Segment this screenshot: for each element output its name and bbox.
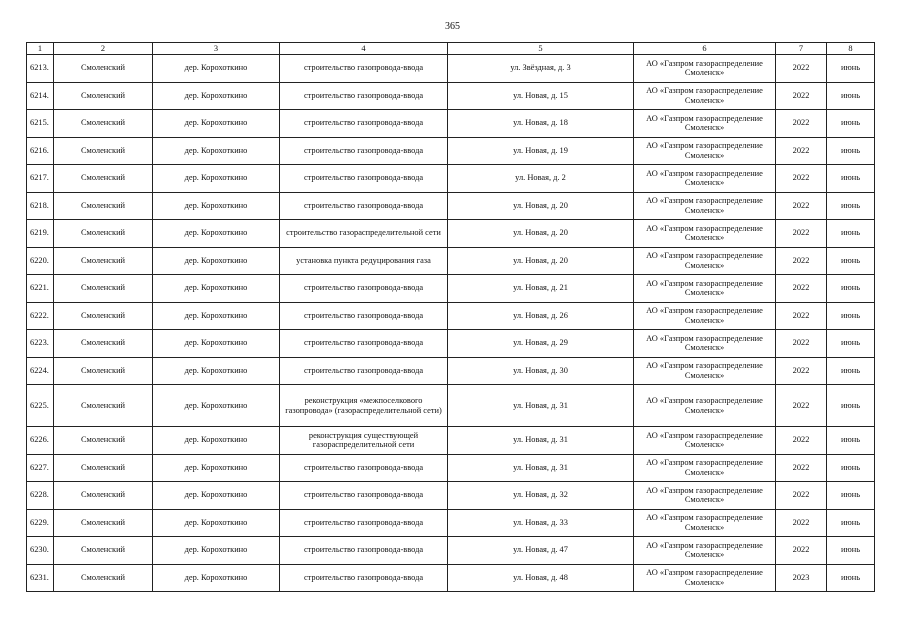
address-cell: ул. Новая, д. 31 [448, 454, 634, 482]
gasification-table [26, 42, 875, 592]
district-cell: Смоленский [54, 275, 153, 303]
table-row [27, 275, 875, 303]
address-cell: ул. Новая, д. 31 [448, 385, 634, 427]
month-cell: июнь [827, 427, 875, 455]
table-row [27, 357, 875, 385]
work-type-cell: реконструкция существующей газораспределительной сети [280, 427, 448, 455]
year-cell: 2022 [776, 165, 827, 193]
organization-cell: АО «Газпром газораспределение Смоленск» [634, 220, 776, 248]
work-type-cell: строительство газопровода-ввода [280, 509, 448, 537]
column-number-cell: 8 [827, 43, 875, 55]
year-cell: 2022 [776, 357, 827, 385]
work-type-cell: строительство газопровода-ввода [280, 330, 448, 358]
row-number-cell: 6229. [27, 509, 54, 537]
organization-cell: АО «Газпром газораспределение Смоленск» [634, 247, 776, 275]
row-number-cell: 6228. [27, 482, 54, 510]
table-row [27, 330, 875, 358]
settlement-cell: дер. Корохоткино [153, 220, 280, 248]
district-cell: Смоленский [54, 192, 153, 220]
month-cell: июнь [827, 192, 875, 220]
address-cell: ул. Звёздная, д. 3 [448, 55, 634, 83]
month-cell: июнь [827, 537, 875, 565]
settlement-cell: дер. Корохоткино [153, 537, 280, 565]
settlement-cell: дер. Корохоткино [153, 427, 280, 455]
settlement-cell: дер. Корохоткино [153, 192, 280, 220]
row-number-cell: 6217. [27, 165, 54, 193]
district-cell: Смоленский [54, 110, 153, 138]
settlement-cell: дер. Корохоткино [153, 482, 280, 510]
address-cell: ул. Новая, д. 20 [448, 192, 634, 220]
row-number-cell: 6226. [27, 427, 54, 455]
settlement-cell: дер. Корохоткино [153, 357, 280, 385]
row-number-cell: 6231. [27, 564, 54, 592]
organization-cell: АО «Газпром газораспределение Смоленск» [634, 110, 776, 138]
settlement-cell: дер. Корохоткино [153, 137, 280, 165]
month-cell: июнь [827, 482, 875, 510]
address-cell: ул. Новая, д. 21 [448, 275, 634, 303]
table-row [27, 192, 875, 220]
organization-cell: АО «Газпром газораспределение Смоленск» [634, 454, 776, 482]
year-cell: 2022 [776, 55, 827, 83]
district-cell: Смоленский [54, 454, 153, 482]
year-cell: 2022 [776, 82, 827, 110]
address-cell: ул. Новая, д. 47 [448, 537, 634, 565]
district-cell: Смоленский [54, 427, 153, 455]
district-cell: Смоленский [54, 165, 153, 193]
month-cell: июнь [827, 110, 875, 138]
row-number-cell: 6220. [27, 247, 54, 275]
month-cell: июнь [827, 220, 875, 248]
district-cell: Смоленский [54, 220, 153, 248]
district-cell: Смоленский [54, 55, 153, 83]
row-number-cell: 6215. [27, 110, 54, 138]
settlement-cell: дер. Корохоткино [153, 165, 280, 193]
work-type-cell: строительство газораспределительной сети [280, 220, 448, 248]
page-number: 365 [445, 21, 460, 32]
work-type-cell: установка пункта редуцирования газа [280, 247, 448, 275]
work-type-cell: реконструкция «межпоселкового газопровода» (газораспределительной сети) [280, 385, 448, 427]
table-row [27, 220, 875, 248]
table-row [27, 482, 875, 510]
column-number-cell: 5 [448, 43, 634, 55]
year-cell: 2022 [776, 427, 827, 455]
month-cell: июнь [827, 275, 875, 303]
column-number-cell: 6 [634, 43, 776, 55]
table-row [27, 427, 875, 455]
work-type-cell: строительство газопровода-ввода [280, 482, 448, 510]
district-cell: Смоленский [54, 357, 153, 385]
address-cell: ул. Новая, д. 29 [448, 330, 634, 358]
work-type-cell: строительство газопровода-ввода [280, 110, 448, 138]
work-type-cell: строительство газопровода-ввода [280, 137, 448, 165]
organization-cell: АО «Газпром газораспределение Смоленск» [634, 55, 776, 83]
district-cell: Смоленский [54, 247, 153, 275]
organization-cell: АО «Газпром газораспределение Смоленск» [634, 482, 776, 510]
address-cell: ул. Новая, д. 20 [448, 247, 634, 275]
work-type-cell: строительство газопровода-ввода [280, 55, 448, 83]
row-number-cell: 6230. [27, 537, 54, 565]
work-type-cell: строительство газопровода-ввода [280, 82, 448, 110]
year-cell: 2022 [776, 330, 827, 358]
organization-cell: АО «Газпром газораспределение Смоленск» [634, 357, 776, 385]
row-number-cell: 6225. [27, 385, 54, 427]
month-cell: июнь [827, 357, 875, 385]
district-cell: Смоленский [54, 302, 153, 330]
table-row [27, 537, 875, 565]
year-cell: 2022 [776, 482, 827, 510]
address-cell: ул. Новая, д. 2 [448, 165, 634, 193]
settlement-cell: дер. Корохоткино [153, 302, 280, 330]
row-number-cell: 6222. [27, 302, 54, 330]
table-row [27, 454, 875, 482]
settlement-cell: дер. Корохоткино [153, 330, 280, 358]
organization-cell: АО «Газпром газораспределение Смоленск» [634, 302, 776, 330]
work-type-cell: строительство газопровода-ввода [280, 454, 448, 482]
settlement-cell: дер. Корохоткино [153, 564, 280, 592]
settlement-cell: дер. Корохоткино [153, 110, 280, 138]
organization-cell: АО «Газпром газораспределение Смоленск» [634, 564, 776, 592]
month-cell: июнь [827, 330, 875, 358]
district-cell: Смоленский [54, 537, 153, 565]
address-cell: ул. Новая, д. 18 [448, 110, 634, 138]
month-cell: июнь [827, 165, 875, 193]
column-number-cell: 3 [153, 43, 280, 55]
table-row [27, 302, 875, 330]
organization-cell: АО «Газпром газораспределение Смоленск» [634, 385, 776, 427]
column-number-header-row [27, 43, 875, 55]
month-cell: июнь [827, 454, 875, 482]
work-type-cell: строительство газопровода-ввода [280, 302, 448, 330]
row-number-cell: 6218. [27, 192, 54, 220]
district-cell: Смоленский [54, 482, 153, 510]
district-cell: Смоленский [54, 137, 153, 165]
year-cell: 2022 [776, 537, 827, 565]
year-cell: 2022 [776, 509, 827, 537]
year-cell: 2022 [776, 247, 827, 275]
year-cell: 2022 [776, 220, 827, 248]
month-cell: июнь [827, 302, 875, 330]
settlement-cell: дер. Корохоткино [153, 454, 280, 482]
organization-cell: АО «Газпром газораспределение Смоленск» [634, 509, 776, 537]
row-number-cell: 6216. [27, 137, 54, 165]
address-cell: ул. Новая, д. 26 [448, 302, 634, 330]
address-cell: ул. Новая, д. 33 [448, 509, 634, 537]
organization-cell: АО «Газпром газораспределение Смоленск» [634, 330, 776, 358]
work-type-cell: строительство газопровода-ввода [280, 564, 448, 592]
organization-cell: АО «Газпром газораспределение Смоленск» [634, 192, 776, 220]
address-cell: ул. Новая, д. 30 [448, 357, 634, 385]
organization-cell: АО «Газпром газораспределение Смоленск» [634, 427, 776, 455]
table-body [27, 43, 875, 592]
settlement-cell: дер. Корохоткино [153, 82, 280, 110]
address-cell: ул. Новая, д. 48 [448, 564, 634, 592]
table-row [27, 110, 875, 138]
work-type-cell: строительство газопровода-ввода [280, 192, 448, 220]
organization-cell: АО «Газпром газораспределение Смоленск» [634, 165, 776, 193]
address-cell: ул. Новая, д. 15 [448, 82, 634, 110]
year-cell: 2022 [776, 192, 827, 220]
column-number-cell: 4 [280, 43, 448, 55]
district-cell: Смоленский [54, 564, 153, 592]
address-cell: ул. Новая, д. 20 [448, 220, 634, 248]
row-number-cell: 6221. [27, 275, 54, 303]
row-number-cell: 6214. [27, 82, 54, 110]
district-cell: Смоленский [54, 385, 153, 427]
month-cell: июнь [827, 137, 875, 165]
row-number-cell: 6213. [27, 55, 54, 83]
table-row [27, 137, 875, 165]
settlement-cell: дер. Корохоткино [153, 247, 280, 275]
district-cell: Смоленский [54, 509, 153, 537]
organization-cell: АО «Газпром газораспределение Смоленск» [634, 275, 776, 303]
organization-cell: АО «Газпром газораспределение Смоленск» [634, 137, 776, 165]
year-cell: 2022 [776, 454, 827, 482]
table-row [27, 165, 875, 193]
year-cell: 2022 [776, 110, 827, 138]
year-cell: 2022 [776, 385, 827, 427]
district-cell: Смоленский [54, 330, 153, 358]
address-cell: ул. Новая, д. 32 [448, 482, 634, 510]
column-number-cell: 7 [776, 43, 827, 55]
month-cell: июнь [827, 247, 875, 275]
work-type-cell: строительство газопровода-ввода [280, 357, 448, 385]
table-row [27, 82, 875, 110]
work-type-cell: строительство газопровода-ввода [280, 537, 448, 565]
row-number-cell: 6227. [27, 454, 54, 482]
organization-cell: АО «Газпром газораспределение Смоленск» [634, 537, 776, 565]
row-number-cell: 6219. [27, 220, 54, 248]
month-cell: июнь [827, 509, 875, 537]
table-row [27, 509, 875, 537]
year-cell: 2022 [776, 137, 827, 165]
year-cell: 2022 [776, 275, 827, 303]
settlement-cell: дер. Корохоткино [153, 55, 280, 83]
month-cell: июнь [827, 564, 875, 592]
table-row [27, 385, 875, 427]
month-cell: июнь [827, 82, 875, 110]
year-cell: 2023 [776, 564, 827, 592]
table-row [27, 564, 875, 592]
row-number-cell: 6224. [27, 357, 54, 385]
year-cell: 2022 [776, 302, 827, 330]
row-number-cell: 6223. [27, 330, 54, 358]
work-type-cell: строительство газопровода-ввода [280, 165, 448, 193]
settlement-cell: дер. Корохоткино [153, 275, 280, 303]
month-cell: июнь [827, 385, 875, 427]
column-number-cell: 1 [27, 43, 54, 55]
table-row [27, 247, 875, 275]
column-number-cell: 2 [54, 43, 153, 55]
work-type-cell: строительство газопровода-ввода [280, 275, 448, 303]
settlement-cell: дер. Корохоткино [153, 509, 280, 537]
address-cell: ул. Новая, д. 31 [448, 427, 634, 455]
address-cell: ул. Новая, д. 19 [448, 137, 634, 165]
organization-cell: АО «Газпром газораспределение Смоленск» [634, 82, 776, 110]
settlement-cell: дер. Корохоткино [153, 385, 280, 427]
district-cell: Смоленский [54, 82, 153, 110]
table-row [27, 55, 875, 83]
month-cell: июнь [827, 55, 875, 83]
